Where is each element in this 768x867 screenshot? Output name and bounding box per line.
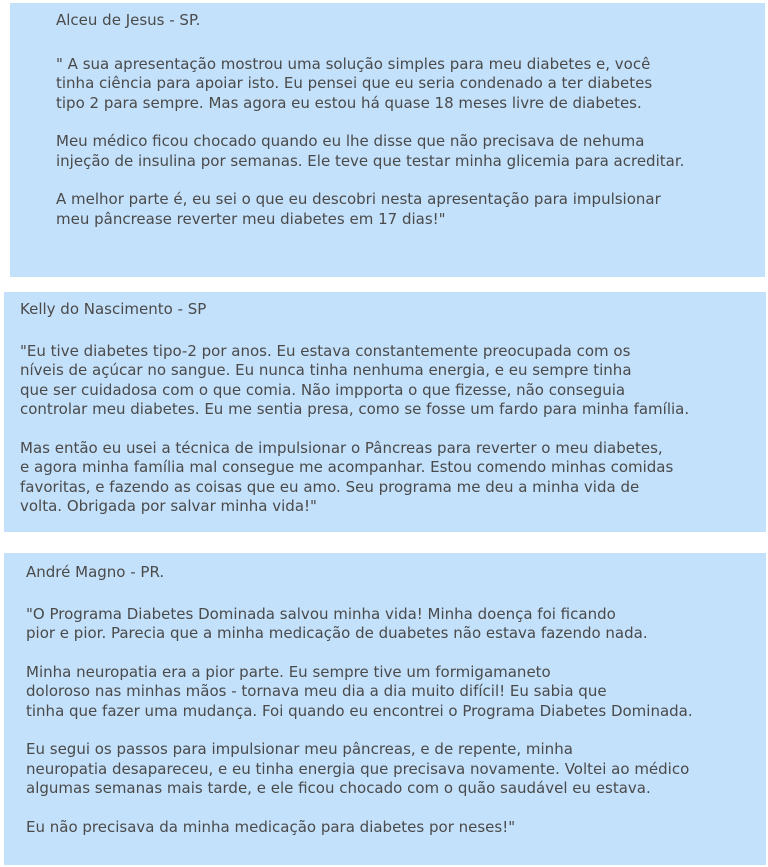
testimonial-author: André Magno - PR. <box>26 563 165 581</box>
testimonial-paragraph: Eu não precisava da minha medicação para diabetes por neses!" <box>26 817 516 836</box>
testimonial-card-1 <box>10 3 765 277</box>
testimonial-author: Kelly do Nascimento - SP <box>20 300 207 318</box>
testimonial-paragraph: Mas então eu usei a técnica de impulsionar o Pâncreas para reverter o meu diabetes, e agora minha família mal consegue me acompanhar. Estou comendo minhas comidas favoritas, e fazendo as coisas que eu amo. Seu programa me deu a minha vida de volta. Obrigada por salvar minha vida!" <box>20 438 674 515</box>
testimonial-paragraph: Eu segui os passos para impulsionar meu pâncreas, e de repente, minha neuropatia desapareceu, e eu tinha energia que precisava novamente. Voltei ao médico algumas semanas mais tarde, e ele ficou chocado com o quão saudável eu estava. <box>26 740 690 797</box>
testimonial-card-3 <box>4 553 766 865</box>
testimonial-author: Alceu de Jesus - SP. <box>56 11 201 29</box>
testimonial-paragraph: Meu médico ficou chocado quando eu lhe disse que não precisava de nehuma injeção de insulina por semanas. Ele teve que testar minha glicemia para acreditar. <box>56 132 685 170</box>
testimonial-paragraph: "Eu tive diabetes tipo-2 por anos. Eu estava constantemente preocupada com os níveis de açúcar no sangue. Eu nunca tinha nenhuma energia, e eu sempre tinha que ser cuidadosa com o que comia. Não impporta o que fizesse, não conseguia controlar meu diabetes. Eu me sentia presa, como se fosse um fardo para minha família. <box>20 341 690 418</box>
testimonial-card-2 <box>4 292 766 532</box>
testimonial-paragraph: Minha neuropatia era a pior parte. Eu sempre tive um formigamaneto doloroso nas minhas mãos - tornava meu dia a dia muito difícil! Eu sabia que tinha que fazer uma mudança. Foi quando eu encontrei o Programa Diabetes Dominada. <box>26 662 693 720</box>
testimonial-paragraph: "O Programa Diabetes Dominada salvou minha vida! Minha doença foi ficando pior e pior. Parecia que a minha medicação de duabetes não estava fazendo nada. <box>26 604 648 642</box>
testimonial-paragraph: A melhor parte é, eu sei o que eu descobri nesta apresentação para impulsionar meu pâncrease reverter meu diabetes em 17 dias!" <box>56 190 661 228</box>
testimonial-paragraph: " A sua apresentação mostrou uma solução simples para meu diabetes e, você tinha ciência para apoiar isto. Eu pensei que eu seria condenado a ter diabetes tipo 2 para sempre. Mas agora eu estou há quase 18 meses livre de diabetes. <box>56 54 653 112</box>
